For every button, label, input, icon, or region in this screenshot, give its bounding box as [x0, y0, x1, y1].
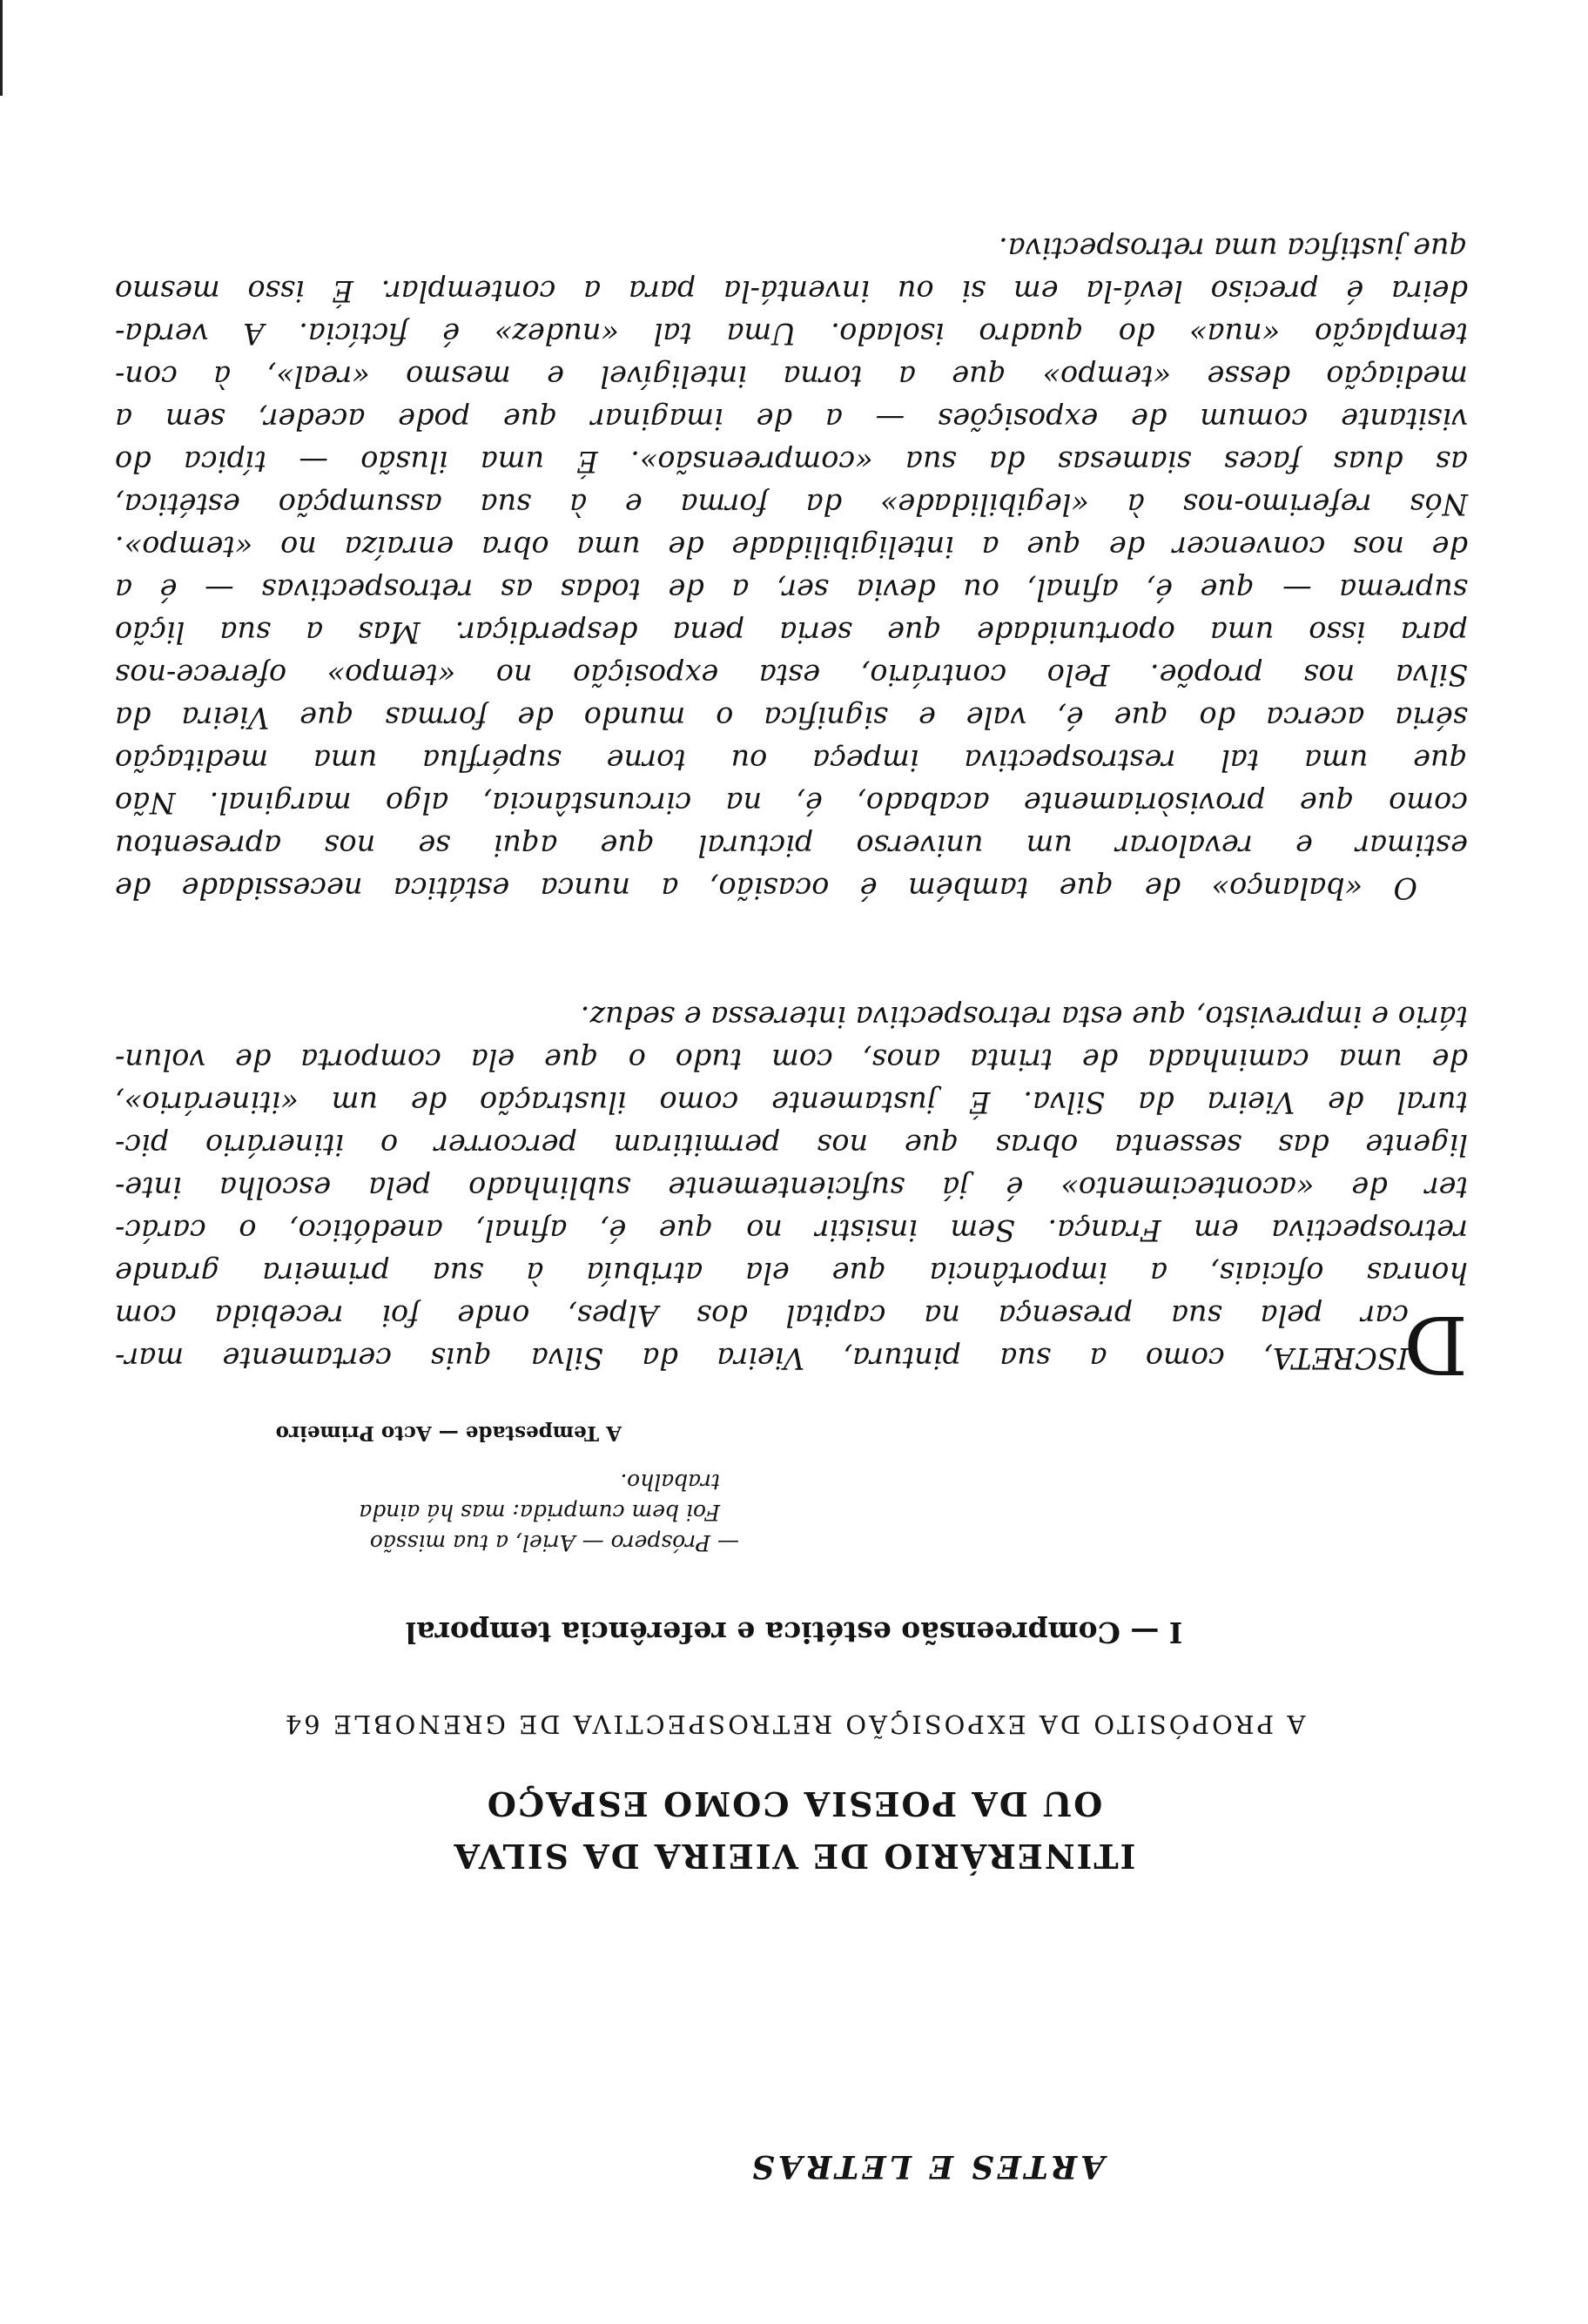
text-line: Silva nos propõe. Pelo contrário, esta exposição no «tempo» oferece-nos	[115, 658, 1468, 692]
text-line: car pela sua presença na capital dos Alpes, onde foi recebida com	[115, 1299, 1409, 1333]
drop-cap: D	[1403, 1298, 1468, 1391]
article-title-line-1: ITINERÁRIO DE VIEIRA DA SILVA	[452, 1837, 1136, 1876]
text-line: tário e imprevisto, que esta retrospectiva interessa e seduz.	[580, 1000, 1468, 1034]
text-line: templação «nua» do quadro isolado. Uma tal «nudez» é fictícia. A verda-	[115, 317, 1468, 351]
text-line: séria acerca do que é, vale e significa o mundo de formas que Vieira da	[115, 701, 1468, 735]
text-line: que justifica uma retrospectiva.	[999, 232, 1468, 265]
text-line: que uma tal restrospectiva impeça ou torne supérflua uma meditação	[115, 743, 1468, 777]
paragraph-2	[115, 227, 1468, 910]
article-subtitle: A PROPÓSITO DA EXPOSIÇÃO RETROSPECTIVA DE GRENOBLE 64	[282, 1709, 1306, 1739]
text-line: as duas faces siamesas da sua «compreensão». É uma ilusão — típica do	[115, 445, 1468, 479]
paragraph-1	[115, 996, 1468, 1380]
text-line: deira é preciso levá-la em si ou inventá-la para a contemplar. É isso mesmo	[115, 274, 1468, 308]
text-line: ligente das sessenta obras que nos permitiram percorrer o itinerário pic-	[115, 1128, 1468, 1162]
article-title-line-2: OU DA POESIA COMO ESPAÇO	[485, 1784, 1103, 1824]
section-heading: I — Compreensão estética e referência temporal	[405, 1615, 1183, 1649]
epigraph	[359, 1467, 739, 1558]
text-line: de nos convencer de que a inteligibilidade de uma obra enraíza no «tempo».	[115, 530, 1468, 564]
text-line: retrospectiva em França. Sem insistir no que é, afinal, anedótico, o carác-	[115, 1213, 1468, 1247]
text-line: ter de «acontecimento» é já suficientemente sublinhado pela escolha inte-	[115, 1171, 1468, 1205]
text-line: de uma caminhada de trinta anos, com tudo o que ela comporta de volun-	[115, 1043, 1468, 1077]
scan-edge-rule	[0, 0, 3, 96]
text-line: mediação desse «tempo» que a torna inteligível e mesmo «real», à con-	[115, 359, 1468, 393]
text-line: Nós referimo-nos à «legibilidade» da forma e à sua assumpção estética,	[115, 487, 1468, 521]
epigraph-line: trabalho.	[620, 1469, 720, 1494]
text-line: O «balanço» de que também é ocasião, a nunca estática necessidade de	[115, 871, 1417, 905]
epigraph-source: A Tempestade — Acto Primeiro	[275, 1421, 622, 1445]
text-line: tural de Vieira da Silva. É justamente como ilustração de um «itinerário»,	[115, 1085, 1468, 1119]
text-line: como que provisòriamente acabado, é, na circunstância, algo marginal. Não	[115, 786, 1468, 820]
running-head: ARTES E LETRAS	[748, 2148, 1105, 2185]
epigraph-line: Foi bem cumprida: mas há ainda	[359, 1500, 720, 1525]
epigraph-line: — Próspero — Ariel, a tua missão	[369, 1530, 739, 1555]
text-line: suprema — que é, afinal, ou devia ser, a de todas as retrospectivas — é a	[115, 573, 1468, 607]
text-line: para isso uma oportunidade que seria pena desperdiçar. Mas a sua lição	[115, 615, 1468, 649]
text-line: visitante comum de exposições — a de imaginar que pode aceder, sem a	[115, 402, 1468, 436]
text-line: honras oficiais, a importância que ela atribuía à sua primeira grande	[115, 1256, 1468, 1290]
text-line: ISCRETA, como a sua pintura, Vieira da Silva quis certamente mar-	[115, 1341, 1409, 1375]
text-line: estimar e revalorar um universo pictural que aqui se nos apresentou	[115, 829, 1468, 863]
